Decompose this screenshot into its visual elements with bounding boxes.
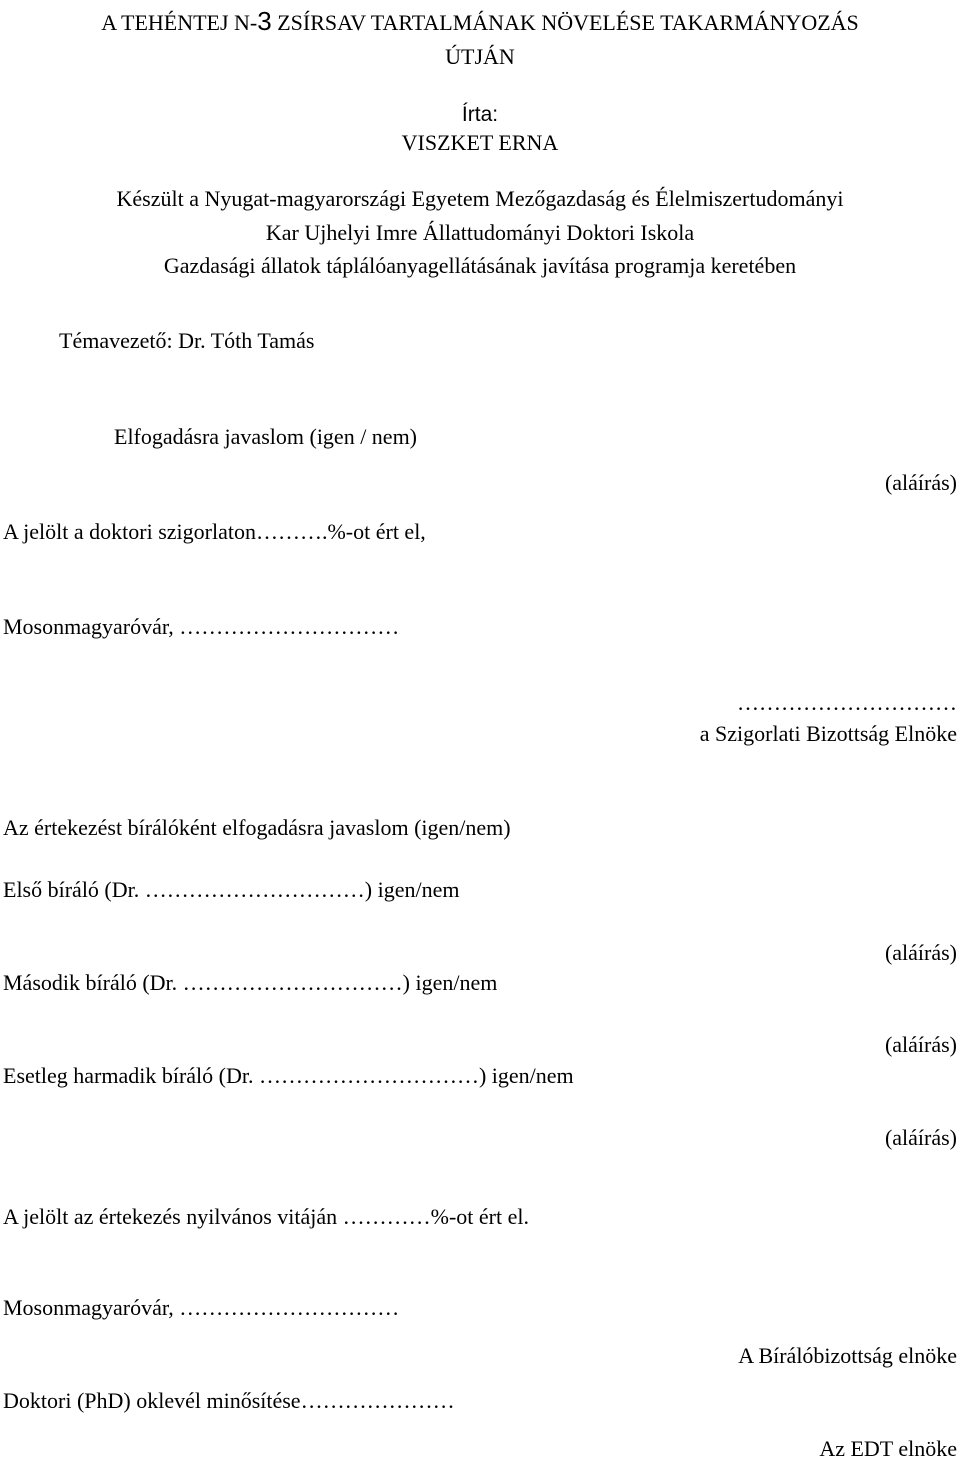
document-title-line-2: ÚTJÁN	[445, 44, 515, 69]
phd-grade: Doktori (PhD) oklevél minősítése…………………	[3, 1388, 455, 1413]
reviewer-2: Második bíráló (Dr. …………………………) igen/nem	[3, 970, 498, 995]
signature-label: (aláírás)	[884, 940, 957, 965]
reviewer-1: Első bíráló (Dr. …………………………) igen/nem	[3, 877, 460, 902]
institution-line-1: Készült a Nyugat-magyarországi Egyetem Mezőgazdaság és Élelmiszertudományi	[116, 186, 844, 211]
defense-result: A jelölt az értekezés nyilvános vitáján …………%-ot ért el.	[3, 1204, 530, 1229]
edt-chair: Az EDT elnöke	[819, 1436, 957, 1461]
institution-line-2: Kar Ujhelyi Imre Állattudományi Doktori Iskola	[265, 220, 695, 245]
exam-result: A jelölt a doktori szigorlaton……….%-ot ért el,	[3, 519, 426, 544]
chair-signature-line: …………………………	[737, 690, 957, 715]
signature-label: (aláírás)	[884, 1125, 957, 1150]
institution-line-3: Gazdasági állatok táplálóanyagellátásának javítása programja keretében	[163, 253, 797, 278]
place-date: Mosonmagyaróvár, …………………………	[3, 614, 400, 639]
reviewer-3: Esetleg harmadik bíráló (Dr. …………………………) igen/nem	[3, 1063, 574, 1088]
signature-label: (aláírás)	[884, 470, 957, 495]
author-label: Írta:	[461, 103, 499, 126]
author-name: VISZKET ERNA	[401, 130, 559, 155]
title-part-b: 3	[257, 6, 272, 36]
committee-chair: A Bírálóbizottság elnöke	[738, 1343, 957, 1368]
title-part-c: ZSÍRSAV TARTALMÁNAK NÖVELÉSE TAKARMÁNYOZÁS	[271, 10, 859, 35]
signature-label: (aláírás)	[884, 1032, 957, 1057]
supervisor: Témavezető: Dr. Tóth Tamás	[59, 328, 315, 353]
recommendation: Elfogadásra javaslom (igen / nem)	[114, 424, 418, 449]
chair-title: a Szigorlati Bizottság Elnöke	[699, 721, 957, 746]
place-date: Mosonmagyaróvár, …………………………	[3, 1295, 400, 1320]
document-title-line-1	[0, 8, 960, 36]
title-part-a: A TEHÉNTEJ N-	[101, 10, 258, 35]
reviewer-intro: Az értekezést bírálóként elfogadásra javaslom (igen/nem)	[3, 815, 511, 840]
